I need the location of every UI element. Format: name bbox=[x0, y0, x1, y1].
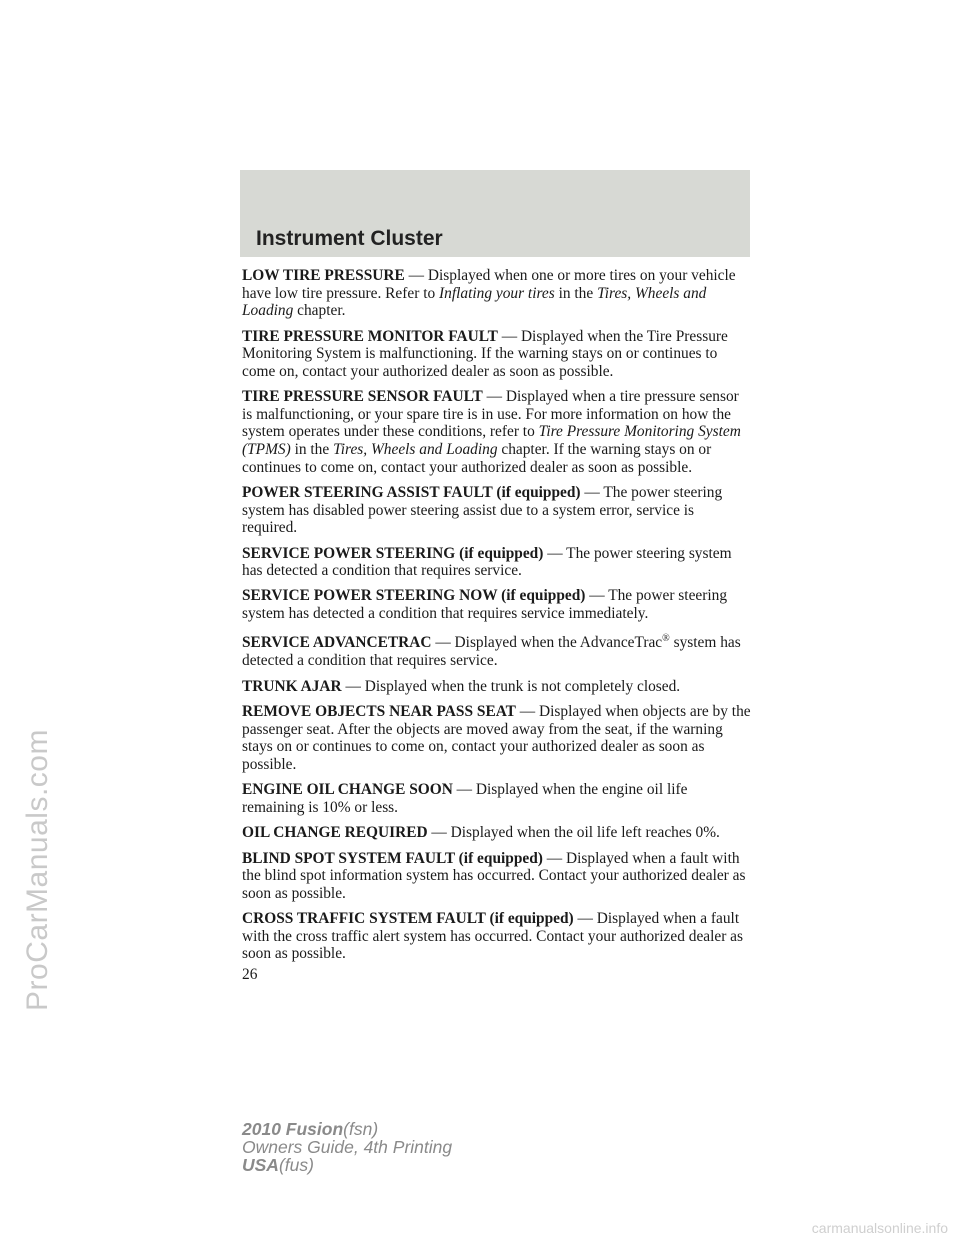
description-text: chapter. bbox=[293, 302, 346, 320]
warning-term: OIL CHANGE REQUIRED bbox=[242, 824, 428, 842]
warning-entry bbox=[242, 678, 752, 696]
footer-region-code: (fus) bbox=[278, 1155, 314, 1175]
warning-term: TIRE PRESSURE MONITOR FAULT bbox=[242, 327, 498, 345]
warning-entry bbox=[242, 328, 752, 381]
warning-term: SERVICE POWER STEERING NOW (if equipped) bbox=[242, 587, 586, 605]
warning-term: CROSS TRAFFIC SYSTEM FAULT (if equipped) bbox=[242, 910, 574, 928]
warning-entry bbox=[242, 824, 752, 842]
warning-entry bbox=[242, 587, 752, 622]
description-text: — Displayed when a fault with the cross traffic alert system has occurred. Contact your authorized dealer as soon as possible. bbox=[242, 910, 744, 963]
warning-entry bbox=[242, 267, 752, 320]
warning-entry bbox=[242, 630, 752, 669]
warning-message-list bbox=[242, 267, 752, 971]
description-text: — Displayed when the trunk is not completely closed. bbox=[341, 677, 681, 695]
warning-entry bbox=[242, 781, 752, 816]
watermark-text: ProCarManuals.com bbox=[21, 729, 54, 1011]
warning-term: LOW TIRE PRESSURE bbox=[242, 267, 405, 284]
warning-entry bbox=[242, 545, 752, 580]
warning-entry bbox=[242, 388, 752, 476]
description-text: chapter. If the warning stays on or continues to come on, contact your authorized dealer as soon as possible. bbox=[242, 440, 712, 476]
warning-entry bbox=[242, 910, 752, 963]
description-text: — The power steering system has detected a condition that requires service immediately. bbox=[242, 587, 728, 623]
section-header bbox=[240, 170, 750, 257]
reference-text: Tires, Wheels and Loading bbox=[333, 440, 498, 458]
footer-region: USA bbox=[242, 1155, 279, 1175]
description-text: in the bbox=[554, 284, 598, 302]
description-text: — Displayed when the AdvanceTrac bbox=[431, 634, 663, 652]
description-text: system has detected a condition that requires service. bbox=[242, 634, 741, 670]
description-text: — The power steering system has disabled power steering assist due to a system error, service is required. bbox=[242, 483, 723, 537]
side-watermark bbox=[8, 500, 68, 1240]
warning-term: SERVICE ADVANCETRAC bbox=[242, 634, 432, 652]
reference-text: Tires, Wheels and Loading bbox=[242, 284, 707, 320]
document-footer bbox=[242, 1120, 452, 1174]
reference-text: Inflating your tires bbox=[439, 284, 555, 302]
description-text: — Displayed when the engine oil life remaining is 10% or less. bbox=[242, 781, 688, 816]
description-text: — Displayed when the oil life left reaches 0%. bbox=[427, 824, 720, 842]
description-text: — The power steering system has detected a condition that requires service. bbox=[242, 544, 732, 580]
footer-line-1 bbox=[242, 1120, 452, 1138]
page-number: 26 bbox=[242, 966, 258, 983]
warning-entry bbox=[242, 484, 752, 537]
description-text: — Displayed when a fault with the blind spot information system has occurred. Contact your authorized dealer as soon as possible. bbox=[242, 849, 746, 902]
warning-term: TRUNK AJAR bbox=[242, 677, 342, 695]
footer-line-3 bbox=[242, 1156, 452, 1174]
description-text: — Displayed when a tire pressure sensor is malfunctioning, or your spare tire is in use. For more information on how the system operates under these conditions, refer to bbox=[242, 388, 739, 441]
footer-model: 2010 Fusion bbox=[242, 1119, 344, 1139]
warning-term: REMOVE OBJECTS NEAR PASS SEAT bbox=[242, 702, 516, 720]
footer-line-2: Owners Guide, 4th Printing bbox=[242, 1137, 453, 1157]
description-text: — Displayed when objects are by the passenger seat. After the objects are moved away from the seat, if the warning stays on or continues to come on, contact your authorized dealer as soon as possible. bbox=[242, 702, 751, 773]
warning-term: POWER STEERING ASSIST FAULT (if equipped) bbox=[242, 483, 581, 501]
warning-term: BLIND SPOT SYSTEM FAULT (if equipped) bbox=[242, 849, 543, 867]
section-title: Instrument Cluster bbox=[256, 227, 443, 250]
warning-entry bbox=[242, 850, 752, 903]
description-text: — Displayed when the Tire Pressure Monitoring System is malfunctioning. If the warning stays on or continues to come on, contact your authorized dealer as soon as possible. bbox=[242, 327, 728, 380]
bottom-watermark: carmanualsonline.info bbox=[811, 1220, 948, 1236]
footer-model-code: (fsn) bbox=[343, 1119, 379, 1139]
reference-text: Tire Pressure Monitoring System (TPMS) bbox=[242, 423, 741, 458]
description-text: in the bbox=[290, 440, 334, 458]
description-text: — Displayed when one or more tires on your vehicle have low tire pressure. Refer to bbox=[242, 267, 736, 302]
registered-mark: ® bbox=[662, 633, 670, 645]
warning-entry bbox=[242, 703, 752, 773]
warning-term: ENGINE OIL CHANGE SOON bbox=[242, 781, 453, 799]
warning-term: SERVICE POWER STEERING (if equipped) bbox=[242, 544, 544, 562]
warning-term: TIRE PRESSURE SENSOR FAULT bbox=[242, 388, 483, 406]
